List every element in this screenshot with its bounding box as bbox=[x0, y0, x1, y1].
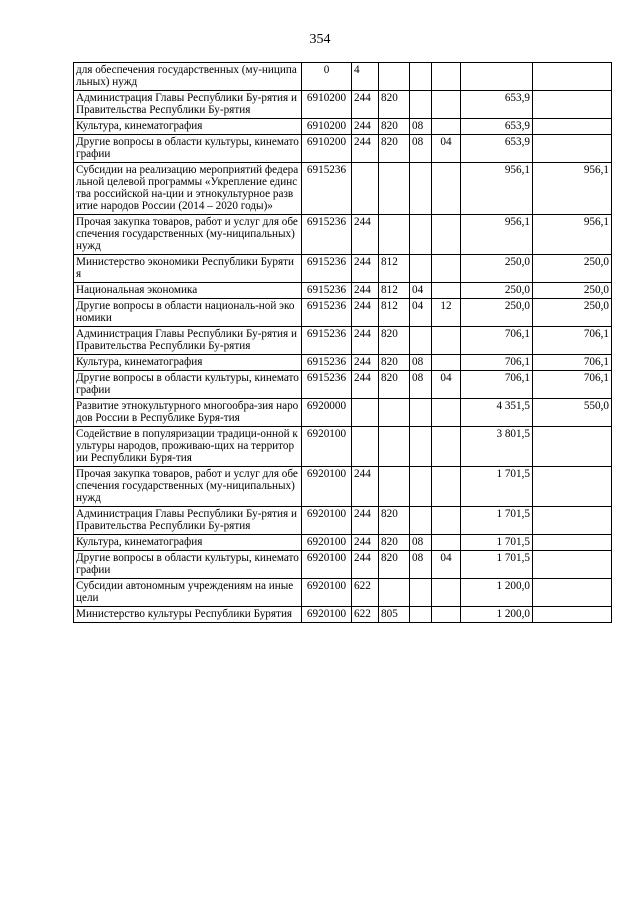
target-code-cell: 6920100 bbox=[302, 507, 352, 535]
amount-federal-cell bbox=[533, 551, 612, 579]
subsection-code-cell: 04 bbox=[432, 135, 461, 163]
department-code-cell: 812 bbox=[379, 299, 410, 327]
row-name-cell: Администрация Главы Республики Бу-рятия и Правительства Республики Бу-рятия bbox=[74, 507, 302, 535]
row-name-cell: для обеспечения государственных (му-ниципальных) нужд bbox=[74, 63, 302, 91]
department-code-cell bbox=[379, 63, 410, 91]
subsection-code-cell bbox=[432, 327, 461, 355]
section-code-cell bbox=[410, 91, 432, 119]
amount-total-cell: 956,1 bbox=[461, 215, 533, 255]
amount-federal-cell bbox=[533, 607, 612, 623]
section-code-cell: 08 bbox=[410, 371, 432, 399]
table-row bbox=[74, 91, 612, 119]
department-code-cell bbox=[379, 427, 410, 467]
table-body bbox=[74, 63, 612, 623]
department-code-cell: 820 bbox=[379, 327, 410, 355]
department-code-cell: 820 bbox=[379, 535, 410, 551]
subsection-code-cell bbox=[432, 467, 461, 507]
section-code-cell bbox=[410, 327, 432, 355]
target-code-cell: 6920000 bbox=[302, 399, 352, 427]
target-code-cell: 6910200 bbox=[302, 119, 352, 135]
target-code-cell: 6920100 bbox=[302, 467, 352, 507]
department-code-cell: 812 bbox=[379, 255, 410, 283]
amount-federal-cell: 706,1 bbox=[533, 355, 612, 371]
table-row bbox=[74, 399, 612, 427]
expense-type-cell: 244 bbox=[352, 119, 379, 135]
table-row bbox=[74, 355, 612, 371]
amount-federal-cell: 550,0 bbox=[533, 399, 612, 427]
subsection-code-cell: 04 bbox=[432, 551, 461, 579]
department-code-cell: 820 bbox=[379, 91, 410, 119]
expense-type-cell: 244 bbox=[352, 215, 379, 255]
subsection-code-cell bbox=[432, 283, 461, 299]
amount-federal-cell bbox=[533, 91, 612, 119]
amount-total-cell: 706,1 bbox=[461, 355, 533, 371]
amount-federal-cell bbox=[533, 535, 612, 551]
expense-type-cell bbox=[352, 163, 379, 215]
expense-type-cell: 244 bbox=[352, 135, 379, 163]
expense-type-cell: 244 bbox=[352, 283, 379, 299]
amount-federal-cell bbox=[533, 467, 612, 507]
expense-type-cell: 244 bbox=[352, 551, 379, 579]
row-name-cell: Другие вопросы в области националь-ной экономики bbox=[74, 299, 302, 327]
expense-type-cell: 244 bbox=[352, 507, 379, 535]
amount-total-cell: 653,9 bbox=[461, 119, 533, 135]
section-code-cell: 08 bbox=[410, 355, 432, 371]
table-row bbox=[74, 215, 612, 255]
amount-total-cell bbox=[461, 63, 533, 91]
department-code-cell bbox=[379, 467, 410, 507]
expense-type-cell: 622 bbox=[352, 607, 379, 623]
subsection-code-cell bbox=[432, 163, 461, 215]
target-code-cell: 6915236 bbox=[302, 163, 352, 215]
amount-federal-cell: 706,1 bbox=[533, 327, 612, 355]
target-code-cell: 6910200 bbox=[302, 135, 352, 163]
subsection-code-cell bbox=[432, 427, 461, 467]
amount-total-cell: 1 701,5 bbox=[461, 467, 533, 507]
target-code-cell: 6920100 bbox=[302, 427, 352, 467]
amount-federal-cell bbox=[533, 579, 612, 607]
row-name-cell: Культура, кинематография bbox=[74, 535, 302, 551]
table-row bbox=[74, 607, 612, 623]
subsection-code-cell bbox=[432, 63, 461, 91]
subsection-code-cell: 04 bbox=[432, 371, 461, 399]
amount-federal-cell: 250,0 bbox=[533, 299, 612, 327]
expense-type-cell: 244 bbox=[352, 255, 379, 283]
table-row bbox=[74, 163, 612, 215]
expense-type-cell: 244 bbox=[352, 535, 379, 551]
table-row bbox=[74, 255, 612, 283]
subsection-code-cell bbox=[432, 607, 461, 623]
amount-federal-cell bbox=[533, 135, 612, 163]
target-code-cell: 6915236 bbox=[302, 327, 352, 355]
amount-total-cell: 250,0 bbox=[461, 299, 533, 327]
amount-federal-cell bbox=[533, 507, 612, 535]
section-code-cell bbox=[410, 163, 432, 215]
row-name-cell: Министерство культуры Республики Бурятия bbox=[74, 607, 302, 623]
subsection-code-cell: 12 bbox=[432, 299, 461, 327]
department-code-cell: 820 bbox=[379, 355, 410, 371]
row-name-cell: Содействие в популяризации традици-онной культуры народов, проживаю-щих на территории Республики Буря-тия bbox=[74, 427, 302, 467]
amount-total-cell: 4 351,5 bbox=[461, 399, 533, 427]
row-name-cell: Другие вопросы в области культуры, кинематографии bbox=[74, 135, 302, 163]
department-code-cell: 820 bbox=[379, 119, 410, 135]
target-code-cell: 6915236 bbox=[302, 215, 352, 255]
target-code-cell: 6920100 bbox=[302, 551, 352, 579]
section-code-cell bbox=[410, 399, 432, 427]
row-name-cell: Субсидии на реализацию мероприятий федеральной целевой программы «Укрепление единства российской на-ции и этнокультурное развитие народов России (2014 – 2020 годы)» bbox=[74, 163, 302, 215]
department-code-cell: 820 bbox=[379, 371, 410, 399]
table-row bbox=[74, 427, 612, 467]
target-code-cell: 6920100 bbox=[302, 535, 352, 551]
section-code-cell bbox=[410, 215, 432, 255]
department-code-cell: 820 bbox=[379, 507, 410, 535]
section-code-cell bbox=[410, 427, 432, 467]
amount-federal-cell: 956,1 bbox=[533, 163, 612, 215]
section-code-cell: 08 bbox=[410, 135, 432, 163]
department-code-cell: 820 bbox=[379, 135, 410, 163]
section-code-cell: 04 bbox=[410, 283, 432, 299]
target-code-cell: 0 bbox=[302, 63, 352, 91]
target-code-cell: 6915236 bbox=[302, 371, 352, 399]
section-code-cell: 08 bbox=[410, 119, 432, 135]
expense-type-cell: 244 bbox=[352, 355, 379, 371]
table-row bbox=[74, 119, 612, 135]
department-code-cell: 820 bbox=[379, 551, 410, 579]
subsection-code-cell bbox=[432, 579, 461, 607]
expense-type-cell bbox=[352, 399, 379, 427]
section-code-cell: 08 bbox=[410, 535, 432, 551]
table-row bbox=[74, 299, 612, 327]
expense-type-cell: 244 bbox=[352, 91, 379, 119]
target-code-cell: 6910200 bbox=[302, 91, 352, 119]
section-code-cell: 08 bbox=[410, 551, 432, 579]
amount-federal-cell bbox=[533, 427, 612, 467]
section-code-cell bbox=[410, 579, 432, 607]
amount-total-cell: 250,0 bbox=[461, 255, 533, 283]
row-name-cell: Администрация Главы Республики Бу-рятия и Правительства Республики Бу-рятия bbox=[74, 91, 302, 119]
row-name-cell: Прочая закупка товаров, работ и услуг для обеспечения государственных (му-ниципальных) нужд bbox=[74, 215, 302, 255]
row-name-cell: Культура, кинематография bbox=[74, 355, 302, 371]
amount-total-cell: 653,9 bbox=[461, 135, 533, 163]
row-name-cell: Культура, кинематография bbox=[74, 119, 302, 135]
row-name-cell: Другие вопросы в области культуры, кинематографии bbox=[74, 551, 302, 579]
department-code-cell: 812 bbox=[379, 283, 410, 299]
amount-federal-cell: 956,1 bbox=[533, 215, 612, 255]
target-code-cell: 6915236 bbox=[302, 255, 352, 283]
expense-type-cell: 244 bbox=[352, 467, 379, 507]
amount-federal-cell bbox=[533, 119, 612, 135]
section-code-cell bbox=[410, 607, 432, 623]
table-row bbox=[74, 371, 612, 399]
page-number: 354 bbox=[309, 32, 331, 47]
row-name-cell: Другие вопросы в области культуры, кинематографии bbox=[74, 371, 302, 399]
row-name-cell: Министерство экономики Республики Бурятия bbox=[74, 255, 302, 283]
department-code-cell bbox=[379, 399, 410, 427]
row-name-cell: Развитие этнокультурного многообра-зия народов России в Республике Буря-тия bbox=[74, 399, 302, 427]
row-name-cell: Администрация Главы Республики Бу-рятия и Правительства Республики Бу-рятия bbox=[74, 327, 302, 355]
subsection-code-cell bbox=[432, 255, 461, 283]
subsection-code-cell bbox=[432, 535, 461, 551]
subsection-code-cell bbox=[432, 399, 461, 427]
section-code-cell bbox=[410, 467, 432, 507]
target-code-cell: 6915236 bbox=[302, 299, 352, 327]
table-row bbox=[74, 63, 612, 91]
target-code-cell: 6920100 bbox=[302, 607, 352, 623]
amount-federal-cell: 250,0 bbox=[533, 255, 612, 283]
amount-federal-cell: 706,1 bbox=[533, 371, 612, 399]
expense-type-cell bbox=[352, 427, 379, 467]
subsection-code-cell bbox=[432, 507, 461, 535]
expense-type-cell: 244 bbox=[352, 327, 379, 355]
subsection-code-cell bbox=[432, 355, 461, 371]
amount-total-cell: 1 701,5 bbox=[461, 507, 533, 535]
expense-type-cell: 244 bbox=[352, 371, 379, 399]
expense-type-cell: 4 bbox=[352, 63, 379, 91]
section-code-cell bbox=[410, 63, 432, 91]
section-code-cell: 04 bbox=[410, 299, 432, 327]
table-row bbox=[74, 283, 612, 299]
amount-federal-cell bbox=[533, 63, 612, 91]
table-row bbox=[74, 327, 612, 355]
amount-total-cell: 1 200,0 bbox=[461, 579, 533, 607]
subsection-code-cell bbox=[432, 215, 461, 255]
table-row bbox=[74, 507, 612, 535]
amount-total-cell: 250,0 bbox=[461, 283, 533, 299]
amount-total-cell: 956,1 bbox=[461, 163, 533, 215]
department-code-cell bbox=[379, 579, 410, 607]
department-code-cell bbox=[379, 163, 410, 215]
section-code-cell bbox=[410, 507, 432, 535]
budget-table bbox=[73, 62, 612, 623]
target-code-cell: 6920100 bbox=[302, 579, 352, 607]
department-code-cell: 805 bbox=[379, 607, 410, 623]
expense-type-cell: 622 bbox=[352, 579, 379, 607]
table-row bbox=[74, 579, 612, 607]
table-row bbox=[74, 551, 612, 579]
table-row bbox=[74, 535, 612, 551]
target-code-cell: 6915236 bbox=[302, 355, 352, 371]
subsection-code-cell bbox=[432, 91, 461, 119]
amount-total-cell: 3 801,5 bbox=[461, 427, 533, 467]
target-code-cell: 6915236 bbox=[302, 283, 352, 299]
table-row bbox=[74, 135, 612, 163]
amount-total-cell: 706,1 bbox=[461, 327, 533, 355]
table-row bbox=[74, 467, 612, 507]
subsection-code-cell bbox=[432, 119, 461, 135]
row-name-cell: Субсидии автономным учреждениям на иные цели bbox=[74, 579, 302, 607]
department-code-cell bbox=[379, 215, 410, 255]
amount-total-cell: 706,1 bbox=[461, 371, 533, 399]
amount-total-cell: 653,9 bbox=[461, 91, 533, 119]
amount-total-cell: 1 701,5 bbox=[461, 551, 533, 579]
section-code-cell bbox=[410, 255, 432, 283]
amount-total-cell: 1 701,5 bbox=[461, 535, 533, 551]
row-name-cell: Прочая закупка товаров, работ и услуг для обеспечения государственных (му-ниципальных) нужд bbox=[74, 467, 302, 507]
amount-federal-cell: 250,0 bbox=[533, 283, 612, 299]
row-name-cell: Национальная экономика bbox=[74, 283, 302, 299]
expense-type-cell: 244 bbox=[352, 299, 379, 327]
amount-total-cell: 1 200,0 bbox=[461, 607, 533, 623]
